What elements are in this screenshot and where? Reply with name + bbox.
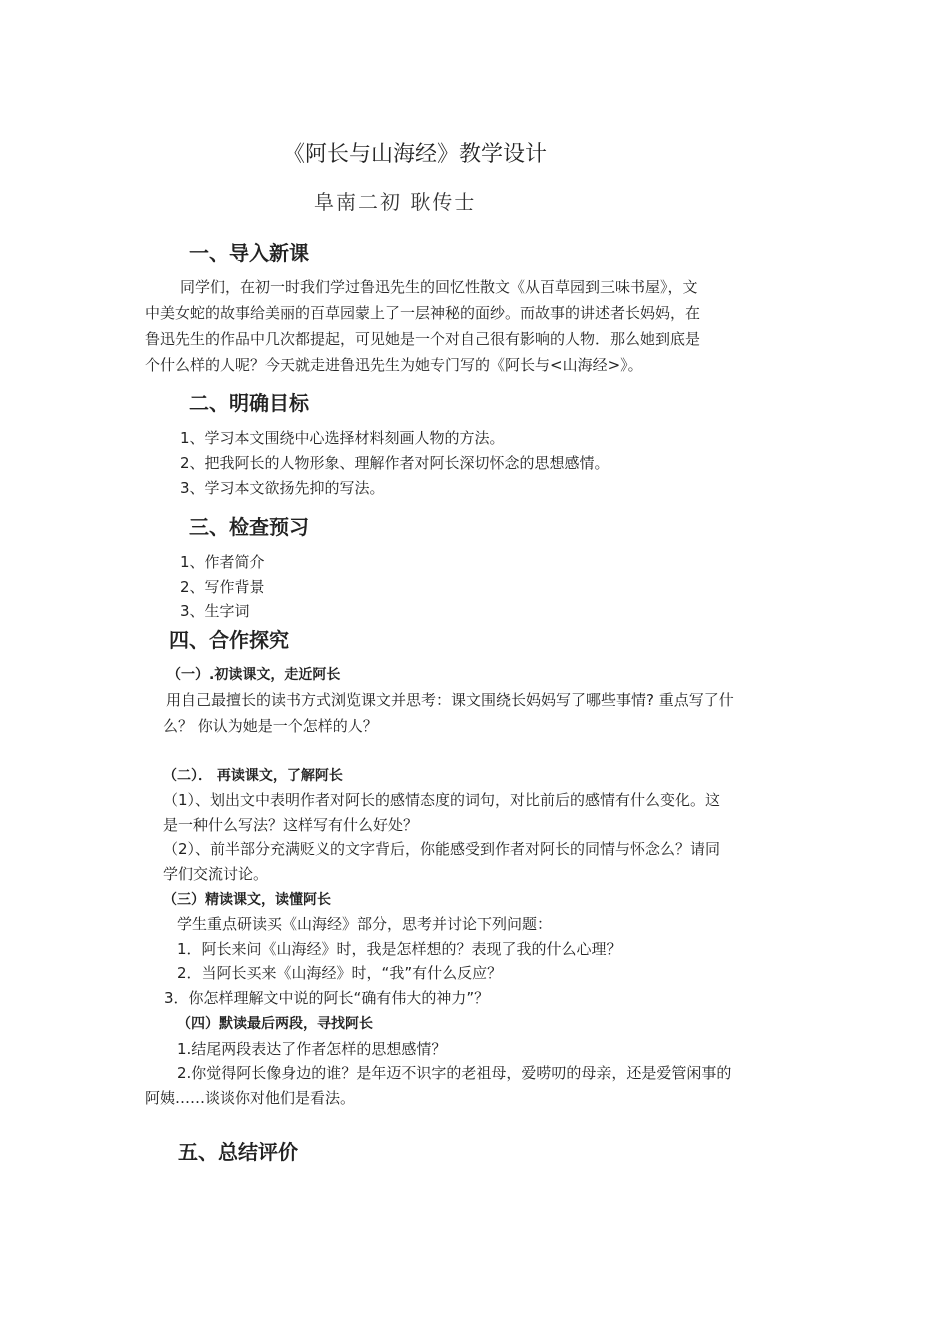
part-1-line-1: 用自己最擅长的读书方式浏览课文并思考：课文围绕长妈妈写了哪些事情? 重点写了什 [166,691,734,709]
part-1-line-2: 么？ 你认为她是一个怎样的人？ [163,717,378,735]
goal-item-2: 2、把我阿长的人物形象、理解作者对阿长深切怀念的思想感情。 [180,454,610,472]
part-3-intro: 学生重点研读买《山海经》部分，思考并讨论下列问题： [177,915,553,933]
part-3-question-3: 3．你怎样理解文中说的阿长“确有伟大的神力”？ [164,989,490,1007]
part-2-title: （二）． 再读课文，了解阿长 [163,768,343,784]
part-4-line-1: 1.结尾两段表达了作者怎样的思想感情？ [177,1040,447,1058]
author-line: 阜南二初 耿传士 [314,190,477,214]
part-2-line-3: （2）、前半部分充满贬义的文字背后，你能感受到作者对阿长的同情与怀念么？请同 [163,840,721,858]
part-2-line-2: 是一种什么写法？这样写有什么好处？ [163,816,419,834]
section-5-heading: 五、总结评价 [178,1140,298,1164]
part-4-line-2: 2.你觉得阿长像身边的谁？是年迈不识字的老祖母，爱唠叨的母亲，还是爱管闲事的 [177,1064,732,1082]
preview-item-2: 2、写作背景 [180,578,265,596]
part-4-line-3: 阿姨……谈谈你对他们是看法。 [145,1089,356,1107]
section-4-heading: 四、合作探究 [169,628,289,652]
part-4-title: （四）默读最后两段，寻找阿长 [177,1016,373,1032]
preview-item-3: 3、生字词 [180,602,250,620]
part-2-line-4: 学们交流讨论。 [163,865,269,883]
part-2-line-1: （1）、划出文中表明作者对阿长的感情态度的词句，对比前后的感情有什么变化。这 [163,791,721,809]
section-2-heading: 二、明确目标 [189,391,309,415]
document-title: 《阿长与山海经》教学设计 [283,142,548,167]
part-3-question-2: 2．当阿长买来《山海经》时，“我”有什么反应？ [177,964,503,982]
goal-item-3: 3、学习本文欲扬先抑的写法。 [180,479,385,497]
part-3-question-1: 1．阿长来问《山海经》时，我是怎样想的？表现了我的什么心理？ [177,940,622,958]
part-1-title: （一）.初读课文，走近阿长 [167,667,341,683]
section-1-line-3: 鲁迅先生的作品中几次都提起，可见她是一个对自己很有影响的人物．那么她到底是 [145,330,701,348]
section-1-line-4: 个什么样的人呢？今天就走进鲁迅先生为她专门写的《阿长与<山海经>》。 [145,356,643,374]
section-3-heading: 三、检查预习 [189,515,309,539]
section-1-line-2: 中美女蛇的故事给美丽的百草园蒙上了一层神秘的面纱。而故事的讲述者长妈妈，在 [145,304,701,322]
section-1-heading: 一、导入新课 [189,241,309,265]
preview-item-1: 1、作者简介 [180,553,265,571]
goal-item-1: 1、学习本文围绕中心选择材料刻画人物的方法。 [180,429,505,447]
part-3-title: （三）精读课文，读懂阿长 [163,892,331,908]
section-1-line-1: 同学们，在初一时我们学过鲁迅先生的回忆性散文《从百草园到三味书屋》，文 [180,278,698,296]
